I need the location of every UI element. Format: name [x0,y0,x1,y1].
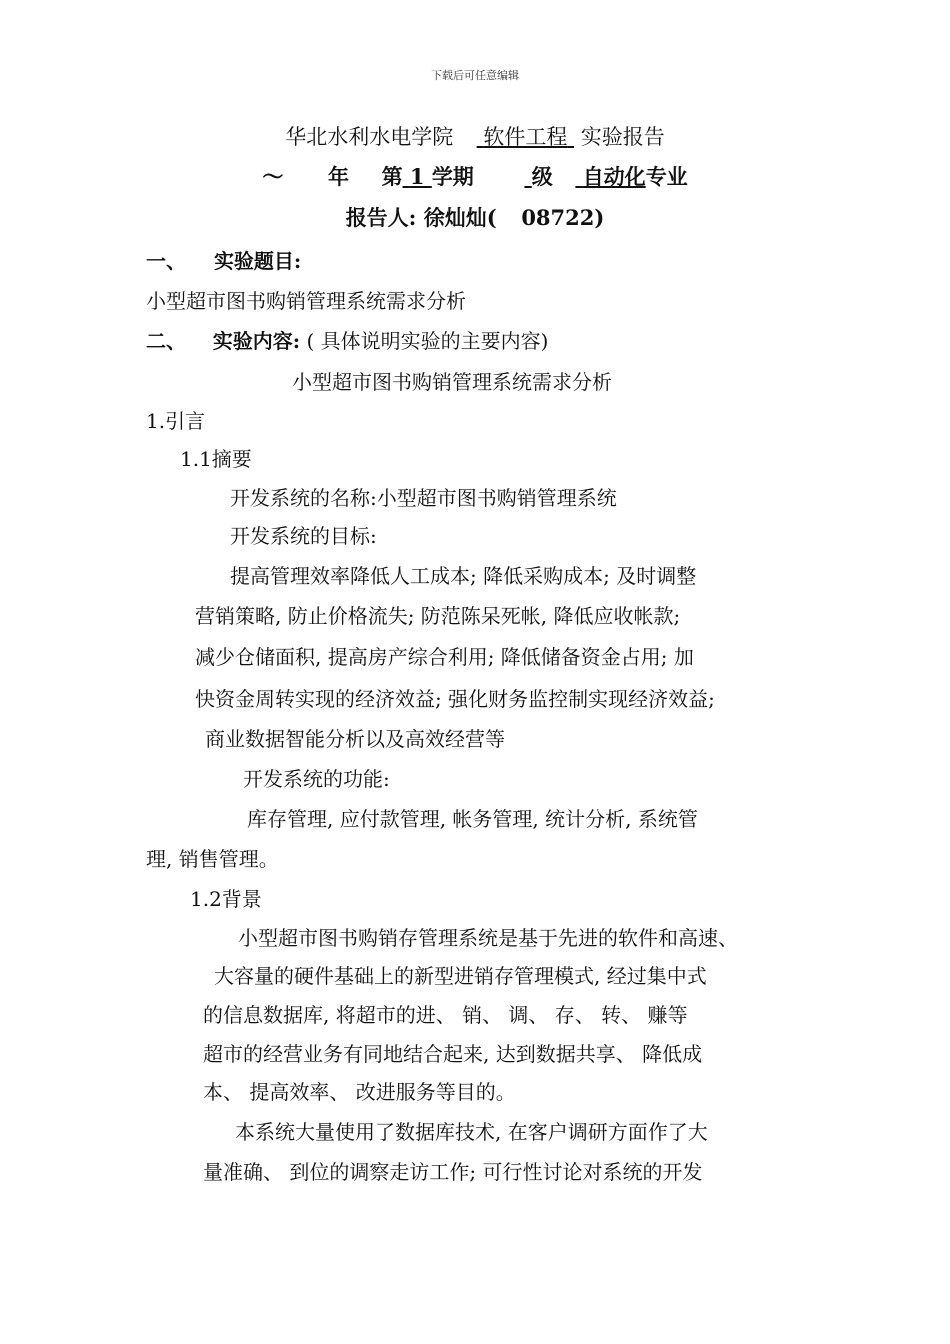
reporter-label: 报告人: 徐灿灿( [345,205,497,230]
grade-blank [524,164,531,189]
background-line: 量准确、 到位的调察走访工作; 可行性讨论对系统的开发 [203,1160,703,1184]
section2-number: 二、 [146,329,186,353]
year-range-tilde: ～ [262,164,284,189]
major-suffix: 专业 [645,164,688,189]
section1-heading [146,245,301,274]
goal-label: 开发系统的目标: [230,524,377,548]
background-heading: 1.2背景 [190,887,262,911]
function-line: 库存管理, 应付款管理, 帐务管理, 统计分析, 系统管 [247,807,698,831]
reporter-id: 08722) [521,205,605,230]
year-label: 年 [327,164,349,189]
semester-line [0,161,950,191]
intro-heading: 1.引言 [146,409,206,433]
major-name: 自动化 [582,164,646,189]
term-number: 1 [409,164,425,189]
function-line: 理, 销售管理。 [146,847,279,871]
term-prefix: 第 [381,164,403,189]
system-name: 开发系统的名称:小型超市图书购销管理系统 [230,486,617,510]
term-suffix: 学期 [431,164,474,189]
section1-title: 实验题目: [213,249,302,273]
background-line: 本、 提高效率、 改进服务等目的。 [203,1080,516,1104]
section2-subtitle: 小型超市图书购销管理系统需求分析 [292,370,612,394]
grade-label: 级 [531,164,553,189]
section1-content: 小型超市图书购销管理系统需求分析 [146,289,466,313]
goal-line: 提高管理效率降低人工成本; 降低采购成本; 及时调整 [230,564,697,588]
background-line: 大容量的硬件基础上的新型进销存管理模式, 经过集中式 [214,964,707,988]
report-title [0,121,950,151]
course-name: 软件工程 [483,125,568,149]
reporter-line [0,202,950,232]
background-line: 的信息数据库, 将超市的进、 销、 调、 存、 转、 赚等 [203,1003,688,1027]
header-note: 下载后可任意编辑 [431,69,519,82]
goal-line: 营销策略, 防止价格流失; 防范陈呆死帐, 降低应收帐款; [195,604,681,628]
report-type: 实验报告 [580,125,665,149]
goal-line: 减少仓储面积, 提高房产综合利用; 降低储备资金占用; 加 [195,645,694,669]
goal-line: 商业数据智能分析以及高效经营等 [205,727,505,751]
section1-number: 一、 [146,249,186,273]
background-line: 本系统大量使用了数据库技术, 在客户调研方面作了大 [235,1120,708,1144]
goal-line: 快资金周转实现的经济效益; 强化财务监控制实现经济效益; [195,687,715,711]
section2-heading [146,325,548,354]
summary-heading: 1.1摘要 [180,447,252,471]
section2-title: 实验内容: [212,329,301,353]
section2-note: ( 具体说明实验的主要内容) [306,329,549,353]
background-line: 小型超市图书购销存管理系统是基于先进的软件和高速、 [238,926,738,950]
background-line: 超市的经营业务有同地结合起来, 达到数据共享、 降低成 [203,1042,703,1066]
school-name: 华北水利水电学院 [285,125,454,149]
function-label: 开发系统的功能: [243,767,390,791]
